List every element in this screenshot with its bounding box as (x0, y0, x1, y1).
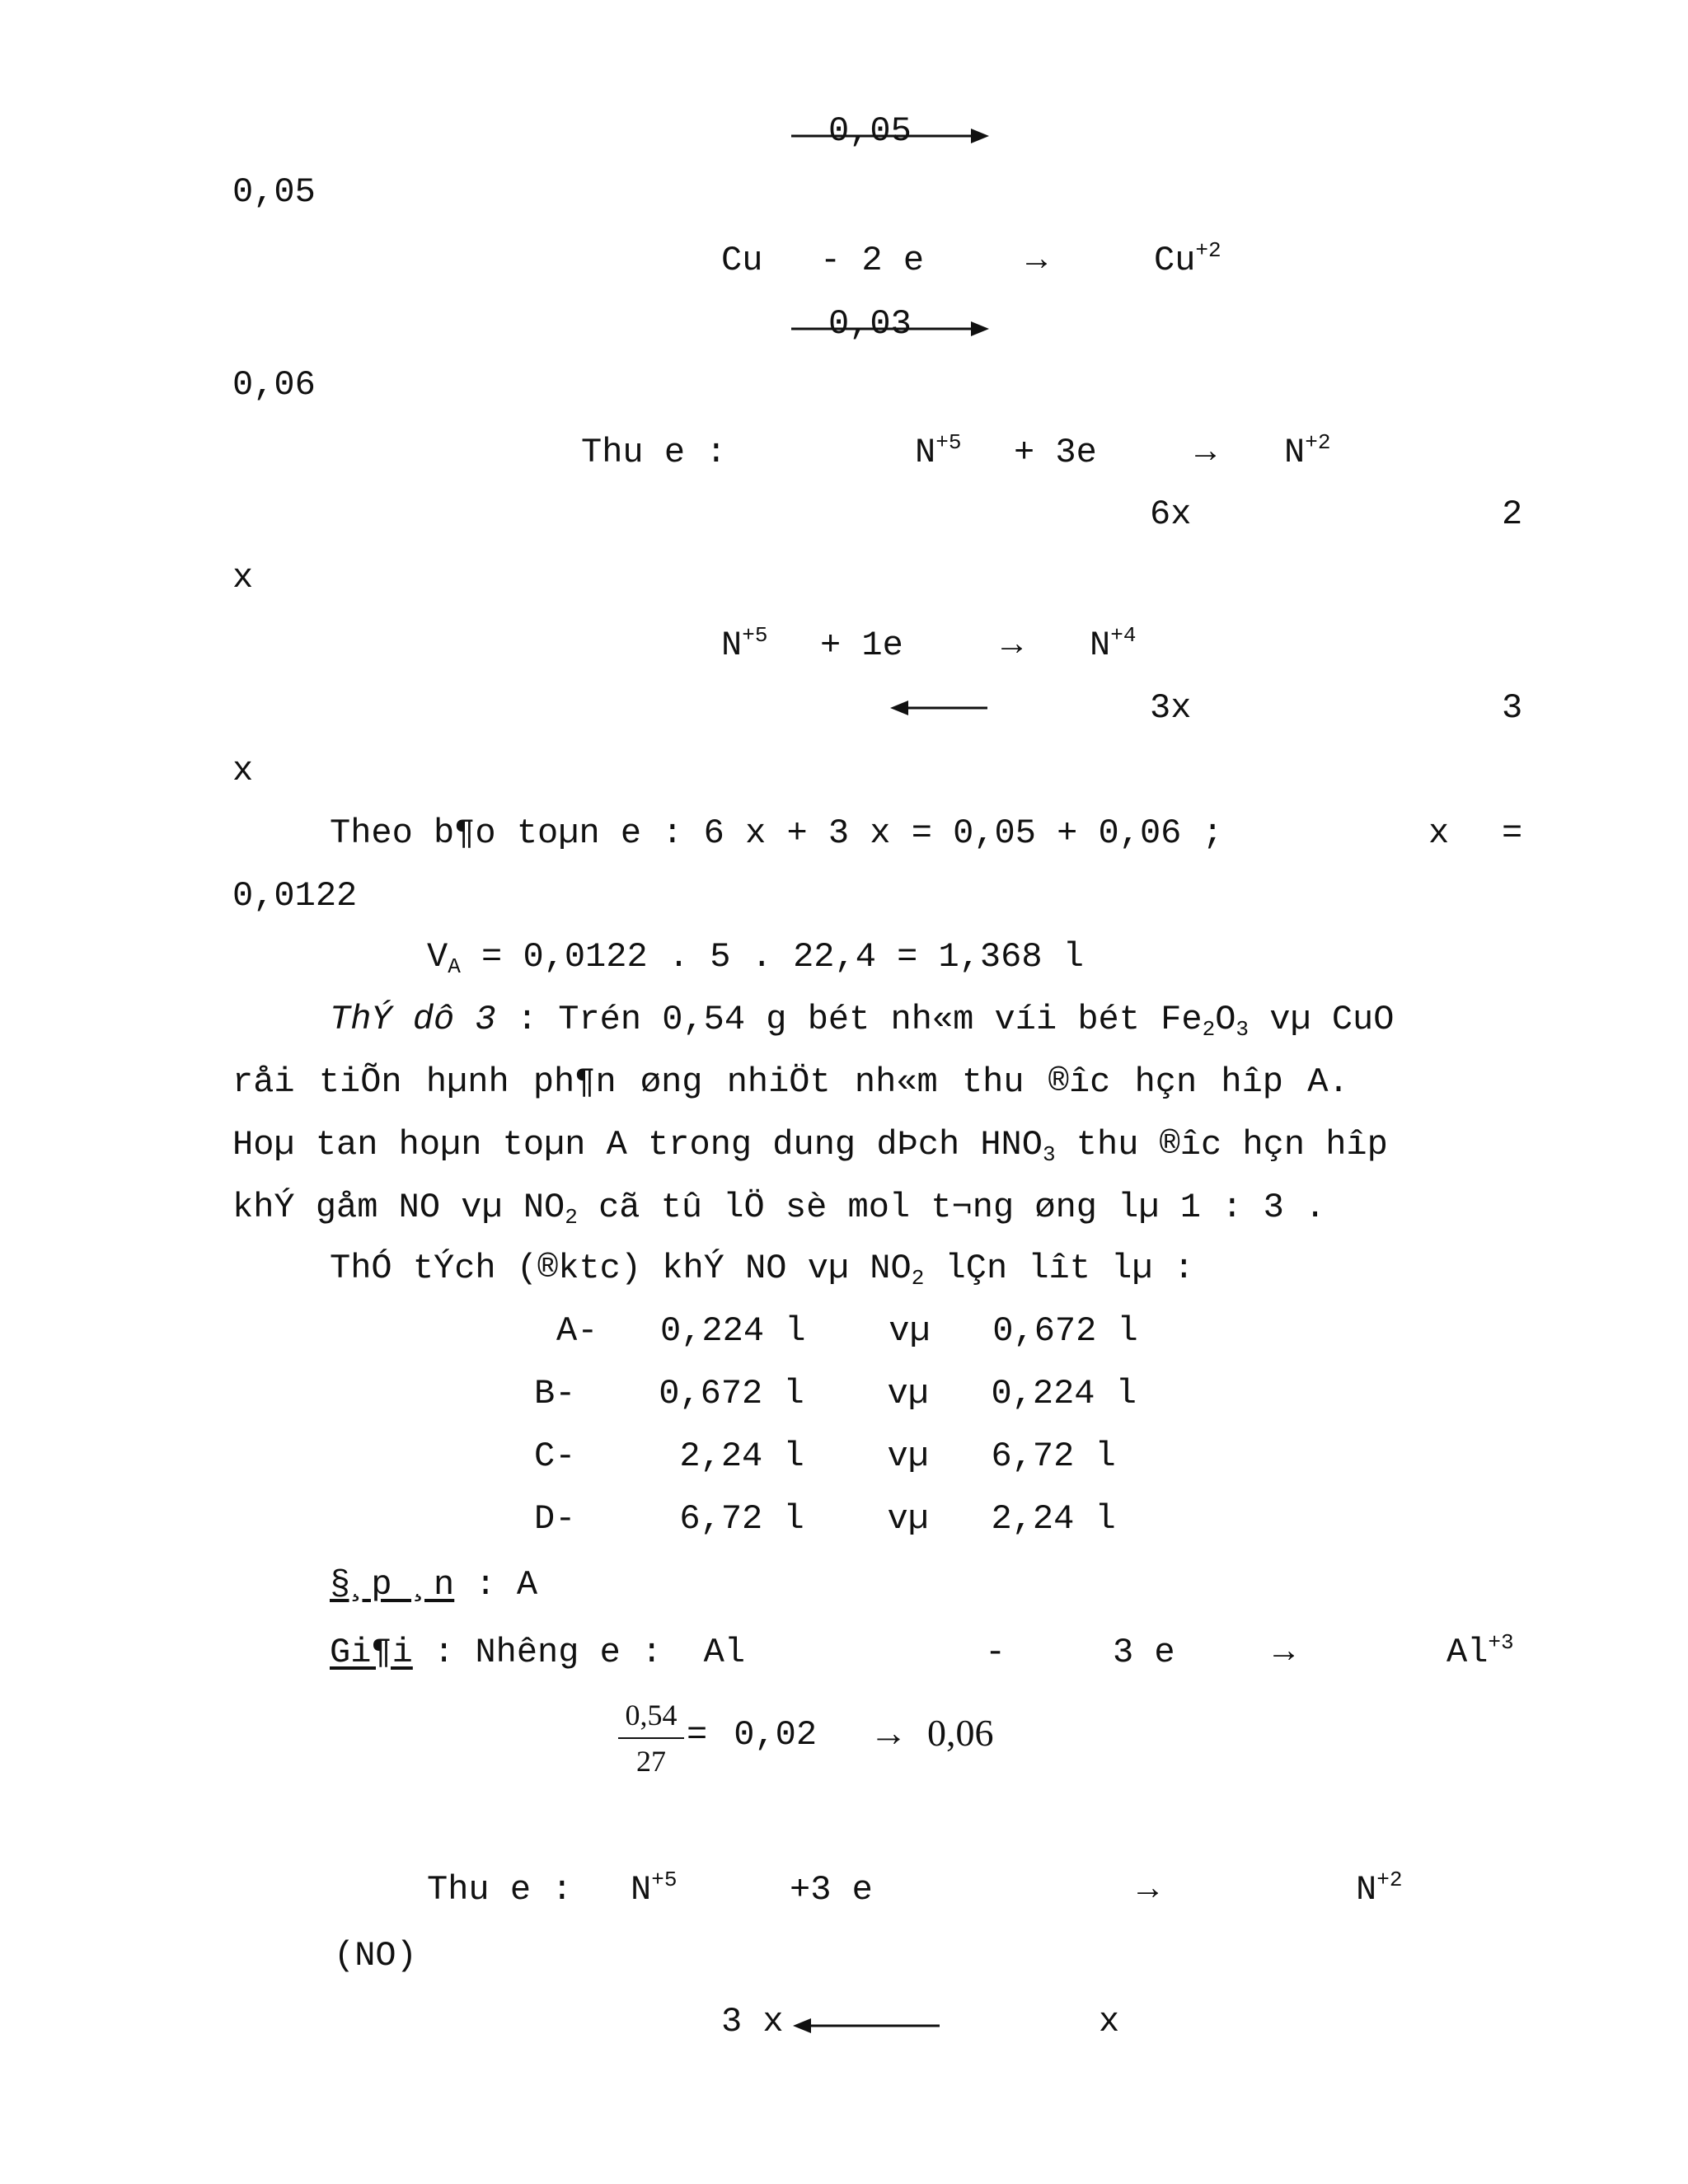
volume-a-equation: $V_A = 0,0122$ . 5 . 22,4 = 1,368 l (427, 937, 1084, 979)
option-b: B- 0,672 l vµ 0,224 l (534, 1374, 1137, 1413)
example-3-title: ThÝ dô 3 (330, 1000, 496, 1039)
fraction-denominator: 27 (636, 1745, 666, 1778)
n-plus2: $N^{+2}$ (1284, 430, 1331, 472)
value-0-05-top: 0,05 (828, 111, 912, 151)
value-2: 2 (1502, 494, 1523, 534)
plus-3e: + 3e (1014, 433, 1097, 472)
solution-minus: - (985, 1633, 1006, 1672)
example-3-line1: ThÝ dô 3 : Trén 0,54 g bét nh«m víi bét $Fe_2O_3$ vµ CuO (330, 1000, 1395, 1042)
reaction-arrow-5: → (870, 1712, 907, 1754)
reaction-arrow-1: → (1026, 241, 1048, 280)
value-x-2: x (232, 751, 254, 790)
cu-ion: $Cu^{+2}$ (1154, 238, 1221, 280)
answer-line: §¸p ¸n : A (330, 1565, 538, 1605)
fraction-0-54-over-27 (618, 1698, 684, 1779)
conservation-equation: Theo b¶o toµn e : 6 x + 3 x = 0,05 + 0,06 ; (330, 813, 1223, 853)
n-plus5-c: $N^{+5}$ (631, 1868, 678, 1910)
fraction-bar (618, 1737, 684, 1739)
option-a: A- 0,224 l vµ 0,672 l (556, 1311, 1138, 1351)
value-x-3: x (1099, 2002, 1120, 2041)
value-3: 3 (1502, 688, 1523, 728)
cu-symbol: Cu (721, 241, 763, 280)
n-plus5-b: $N^{+5}$ (721, 623, 768, 665)
n-plus5: $N^{+5}$ (915, 430, 962, 472)
value-0-0122: 0,0122 (232, 876, 358, 916)
solution-label: Gi¶i (330, 1633, 413, 1672)
value-0-05: 0,05 (232, 172, 316, 212)
thu-e-label-2: Thu e : (427, 1870, 573, 1910)
moles-al: 0,02 (713, 1715, 818, 1755)
example-3-line4: khÝ gåm NO vµ $NO_2$ cã tû lÖ sè mol t¬ng øng lµ 1 : 3 . (232, 1188, 1326, 1230)
reaction-arrow-4: → (1273, 1633, 1295, 1672)
fraction-equals: = (687, 1715, 708, 1755)
example-3-question: ThÓ tÝch (®ktc) khÝ NO vµ $NO_2$ lÇn lît lµ : (330, 1249, 1194, 1291)
variable-x: x (1428, 813, 1450, 853)
fraction-numerator: 0,54 (625, 1699, 678, 1732)
no-label: (NO) (334, 1936, 417, 1975)
arrow-right-2 (791, 318, 993, 340)
reaction-arrow-3: → (1001, 626, 1023, 665)
answer-label: §¸p ¸n (330, 1565, 455, 1605)
value-x-1: x (232, 558, 254, 598)
example-3-line3: Hoµ tan hoµn toµn A trong dung dÞch $HNO_3$ thu ®îc hçn hîp (232, 1125, 1388, 1167)
value-6x: 6x (1150, 494, 1192, 534)
reaction-arrow-6: → (1137, 1870, 1159, 1910)
value-0-06: 0,06 (232, 365, 316, 405)
plus-3e-b: +3 e (790, 1870, 873, 1910)
value-3x-b: 3 x (721, 2002, 784, 2041)
electrons-0-06: 0,06 (927, 1712, 994, 1754)
arrow-left-2 (791, 2015, 944, 2036)
arrow-right-1 (791, 125, 993, 147)
equals-sign: = (1502, 813, 1523, 853)
solution-line: Gi¶i : Nhêng e : Al (330, 1633, 746, 1672)
al-ion: $Al^{+3}$ (1447, 1630, 1514, 1672)
thu-e-label: Thu e : (581, 433, 727, 472)
n-plus2-b: $N^{+2}$ (1356, 1868, 1403, 1910)
solution-3e: 3 e (1113, 1633, 1175, 1672)
arrow-left-1 (889, 697, 992, 719)
n-plus4: $N^{+4}$ (1090, 623, 1137, 665)
option-d: D- 6,72 l vµ 2,24 l (534, 1499, 1116, 1539)
value-3x: 3x (1150, 688, 1192, 728)
example-3-line2: råi tiÕn hµnh ph¶n øng nhiÖt nh«m thu ®îc hçn hîp A. (232, 1062, 1349, 1102)
minus-2e: - 2 e (820, 241, 925, 280)
plus-1e: + 1e (820, 626, 903, 665)
reaction-arrow-2: → (1195, 433, 1217, 472)
option-c: C- 2,24 l vµ 6,72 l (534, 1436, 1116, 1476)
value-0-03: 0,03 (828, 304, 912, 344)
